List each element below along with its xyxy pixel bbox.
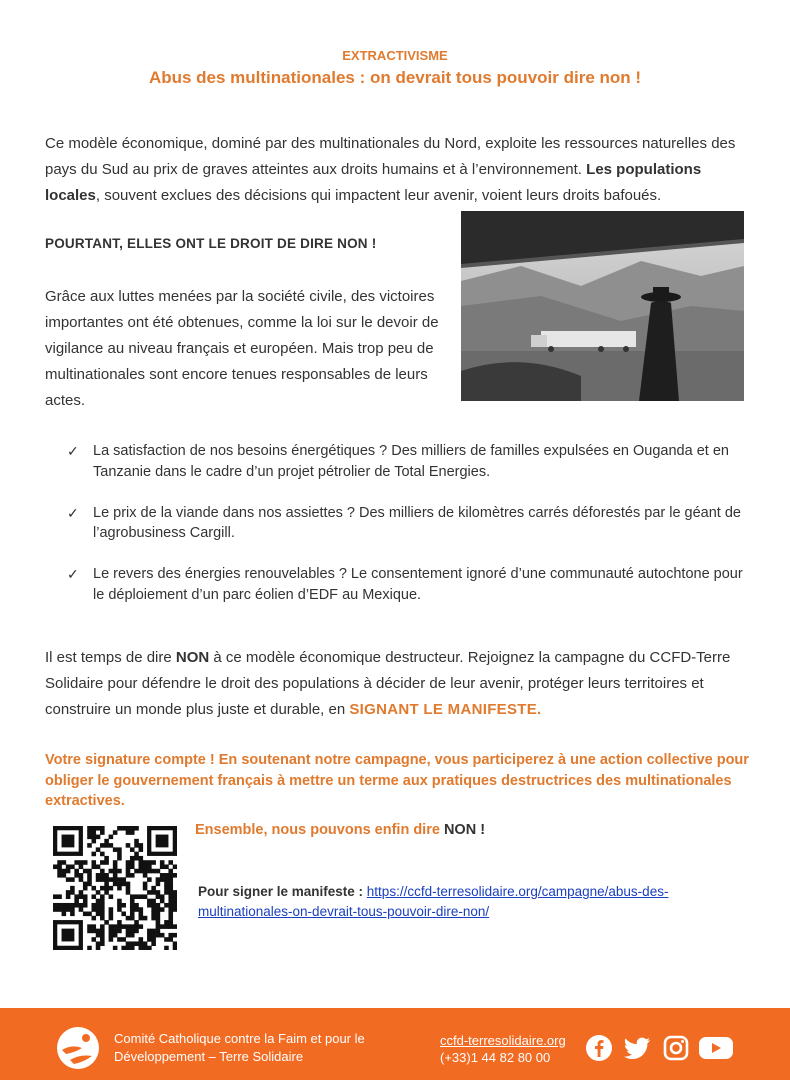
together-bold: NON ! bbox=[443, 822, 486, 838]
list-item bbox=[64, 441, 749, 482]
together-line bbox=[195, 822, 485, 838]
call-bold: NON bbox=[175, 649, 210, 666]
instagram-icon[interactable] bbox=[662, 1034, 690, 1062]
twitter-icon[interactable] bbox=[622, 1034, 650, 1062]
footer bbox=[0, 1008, 790, 1080]
check-icon: ✓ bbox=[67, 504, 79, 521]
together-text: Ensemble, nous pouvons enfin dire bbox=[195, 822, 444, 838]
org-line-1: Comité Catholique contre la Faim et pour le bbox=[114, 1031, 365, 1046]
intro-paragraph bbox=[45, 131, 745, 209]
check-icon: ✓ bbox=[67, 566, 79, 582]
list-item bbox=[64, 503, 749, 544]
intro-bold: Les populations locales bbox=[45, 161, 702, 204]
manifesto-link[interactable]: https://ccfd-terresolidaire.org/campagne/abus-des-multinationales-on-devrait-tous-pouvoir-dire-non/ bbox=[198, 884, 669, 919]
call-text: Il est temps de dire bbox=[45, 649, 176, 666]
victories-paragraph: Grâce aux luttes menées par la société civile, des victoires importantes ont été obtenues, comme la loi sur le devoir de vigilance au niveau français et européen. Mais trop peu de multinationales sont encore tenues responsables de leurs actes. bbox=[45, 288, 439, 409]
woman-photo bbox=[461, 211, 744, 401]
sign-line bbox=[198, 882, 738, 922]
phone-number: (+33)1 44 82 80 00 bbox=[440, 1050, 551, 1065]
list-item-text: Le revers des énergies renouvelables ? Le consentement ignoré d’une communauté autochtone pour le déploiement d’un parc éolien d’EDF au Mexique. bbox=[93, 566, 743, 603]
check-icon: ✓ bbox=[67, 443, 79, 459]
org-line-2: Développement – Terre Solidaire bbox=[114, 1049, 304, 1064]
organization-name bbox=[114, 1030, 414, 1066]
qr-code[interactable] bbox=[53, 826, 177, 950]
kicker: EXTRACTIVISME bbox=[342, 48, 448, 63]
intro-text: Ce modèle économique, dominé par des multinationales du Nord, exploite les ressources naturelles des pays du Sud au prix de graves atteintes aux droits humains et à l’environnement. bbox=[45, 135, 736, 178]
list-item-text: La satisfaction de nos besoins énergétiques ? Des milliers de familles expulsées en Ouganda et en Tanzanie dans le cadre d’un projet pétrolier de Total Energies. bbox=[93, 443, 729, 480]
sign-label: Pour signer le manifeste : bbox=[198, 884, 367, 899]
list-item-text: Le prix de la viande dans nos assiettes ? Des milliers de kilomètres carrés déforestés par le géant de l’agrobusiness Cargill. bbox=[93, 504, 741, 541]
youtube-icon[interactable] bbox=[698, 1034, 734, 1062]
intro-text-end: , souvent exclues des décisions qui impactent leur avenir, voient leurs droits bafoués. bbox=[95, 187, 662, 204]
page-title: Abus des multinationales : on devrait tous pouvoir dire non ! bbox=[148, 68, 642, 87]
ccfd-logo bbox=[56, 1026, 100, 1070]
examples-list bbox=[64, 441, 749, 626]
sign-manifesto-cta: SIGNANT LE MANIFESTE. bbox=[349, 701, 542, 718]
signature-note: Votre signature compte ! En soutenant notre campagne, vous participerez à une action collective pour obliger le gouvernement français à mettre un terme aux pratiques destructrices des multinationales extractives. bbox=[45, 752, 749, 809]
call-text-2: à ce modèle économique destructeur. Rejoignez la campagne du CCFD-Terre Solidaire pour défendre le droit des populations à décider de leur avenir, protéger leurs territoires et construire un monde plus juste et durable, en bbox=[45, 649, 731, 718]
section-heading: POURTANT, ELLES ONT LE DROIT DE DIRE NON ! bbox=[45, 236, 377, 251]
website-link[interactable]: ccfd-terresolidaire.org bbox=[440, 1033, 566, 1048]
call-paragraph bbox=[45, 645, 750, 723]
list-item bbox=[64, 564, 749, 605]
facebook-icon[interactable] bbox=[585, 1034, 613, 1062]
